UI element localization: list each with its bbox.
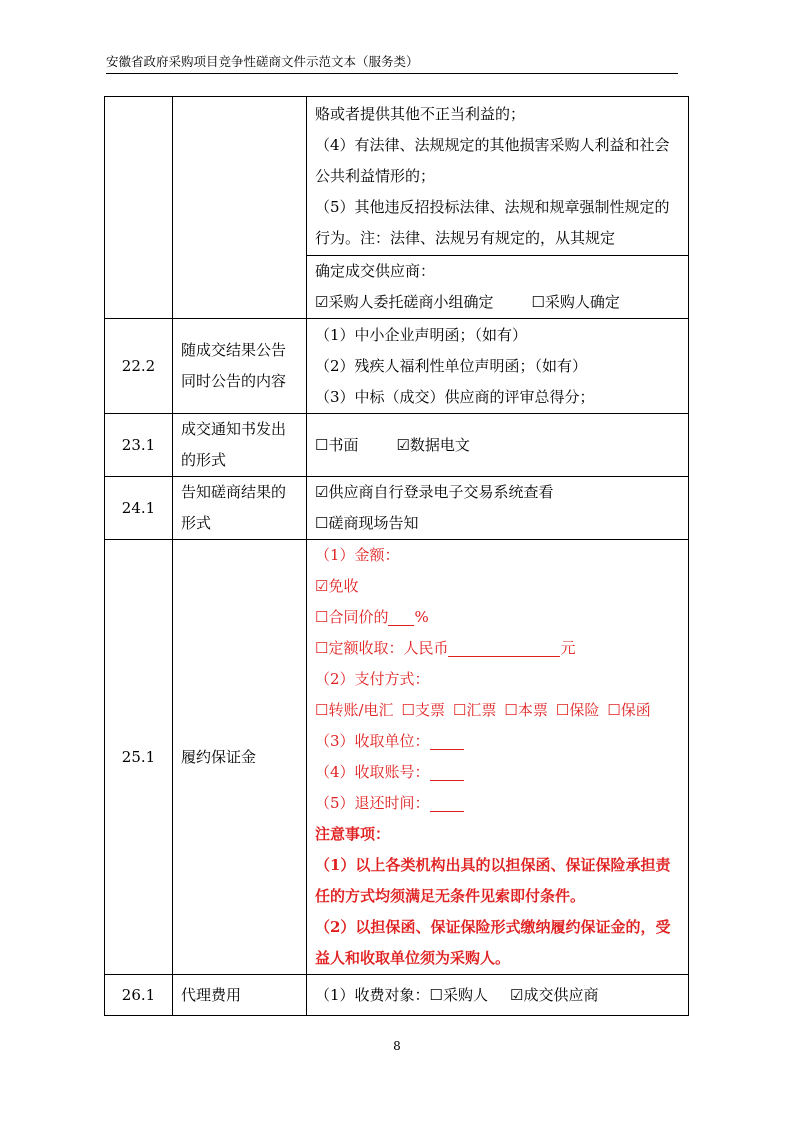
checkbox-fixed-amount[interactable]: ☐定额收取：人民币 [315, 639, 449, 657]
checkbox-onsite-notice[interactable]: ☐磋商现场告知 [315, 514, 419, 532]
content-line: （4）有法律、法规规定的其他损害采购人利益和社会 [315, 135, 670, 154]
table-row-22-2 [105, 319, 689, 414]
collector-label: （3）收取单位： [315, 732, 430, 750]
percent-blank[interactable] [388, 607, 414, 626]
table-row-26-1 [105, 975, 689, 1016]
checkbox-self-login[interactable]: ☑供应商自行登录电子交易系统查看 [315, 483, 554, 501]
row-content [307, 975, 689, 1016]
confirm-supplier-title: 确定成交供应商： [315, 262, 436, 280]
content-line: （2）残疾人福利性单位声明函；（如有） [315, 356, 588, 375]
page-number: 8 [393, 1039, 401, 1053]
row-number: 25.1 [105, 540, 173, 975]
row-content [307, 319, 689, 414]
content-line: （3）中标（成交）供应商的评审总得分； [315, 387, 595, 406]
collector-blank[interactable] [430, 731, 464, 750]
checkbox-check[interactable]: ☐支票 [401, 701, 445, 719]
amount-blank[interactable] [448, 638, 560, 657]
checkbox-exempt[interactable]: ☑免收 [315, 577, 359, 595]
table-row-24-1 [105, 477, 689, 540]
checkbox-purchaser-confirm[interactable]: ☐采购人确定 [531, 293, 620, 311]
table-row-continuation [105, 97, 689, 256]
checkbox-committee-confirm[interactable]: ☑采购人委托磋商小组确定 [315, 293, 494, 311]
checkbox-guarantee[interactable]: ☐保函 [607, 701, 651, 719]
table-row-25-1 [105, 540, 689, 975]
notice-line: 任的方式均须满足无条件见索即付条件。 [315, 887, 586, 905]
content-line: 行为。注：法律、法规另有规定的，从其规定 [315, 228, 616, 247]
checkbox-fee-supplier[interactable]: ☑成交供应商 [510, 985, 599, 1004]
account-blank[interactable] [430, 762, 464, 781]
notice-line: （1）以上各类机构出具的以担保函、保证保险承担责 [315, 856, 671, 874]
table-row-23-1 [105, 414, 689, 477]
notice-line: 益人和收取单位须为采购人。 [315, 949, 511, 967]
header-rule [106, 73, 678, 74]
row-number: 23.1 [105, 414, 173, 477]
row-label: 成交通知书发出的形式 [173, 414, 307, 477]
page-header: 安徽省政府采购项目竞争性磋商文件示范文本（服务类） [106, 54, 419, 69]
amount-title: （1）金额： [315, 546, 400, 564]
row-content [307, 414, 689, 477]
row-label: 告知磋商结果的形式 [173, 477, 307, 540]
row-number: 26.1 [105, 975, 173, 1016]
content-line: （5）其他违反招投标法律、法规和规章强制性规定的 [315, 197, 670, 216]
percent-sign: % [414, 608, 429, 626]
checkbox-insurance[interactable]: ☐保险 [555, 701, 600, 719]
row-content [307, 477, 689, 540]
fee-target-label: （1）收费对象： [315, 985, 430, 1004]
checkbox-promissory[interactable]: ☐本票 [504, 701, 548, 719]
checkbox-contract-price[interactable]: ☐合同价的 [315, 608, 389, 626]
content-line: （1）中小企业声明函；（如有） [315, 325, 528, 344]
confirm-supplier-cell [307, 256, 689, 319]
content-line: 赂或者提供其他不正当利益的； [315, 104, 526, 123]
refund-time-label: （5）退还时间： [315, 794, 430, 812]
notice-line: （2）以担保函、保证保险形式缴纳履约保证金的，受 [315, 918, 671, 936]
checkbox-draft[interactable]: ☐汇票 [452, 701, 497, 719]
checkbox-transfer[interactable]: ☐转账/电汇 [315, 701, 394, 719]
checkbox-electronic[interactable]: ☑数据电文 [396, 435, 470, 454]
row-label: 代理费用 [173, 975, 307, 1016]
row-number: 24.1 [105, 477, 173, 540]
bid-info-table [104, 96, 689, 1016]
notice-title: 注意事项： [315, 825, 391, 843]
content-line: 公共利益情形的； [315, 166, 436, 185]
row-content [307, 97, 689, 256]
row-number: 22.2 [105, 319, 173, 414]
row-label: 随成交结果公告同时公告的内容 [173, 319, 307, 414]
account-label: （4）收取账号： [315, 763, 430, 781]
row-label: 履约保证金 [173, 540, 307, 975]
checkbox-written[interactable]: ☐书面 [315, 435, 359, 454]
row-label [173, 97, 307, 319]
row-number [105, 97, 173, 319]
performance-bond-cell [307, 540, 689, 975]
yuan-label: 元 [560, 639, 576, 657]
payment-title: （2）支付方式： [315, 670, 430, 688]
checkbox-fee-purchaser[interactable]: ☐采购人 [429, 985, 488, 1004]
refund-time-blank[interactable] [430, 793, 464, 812]
